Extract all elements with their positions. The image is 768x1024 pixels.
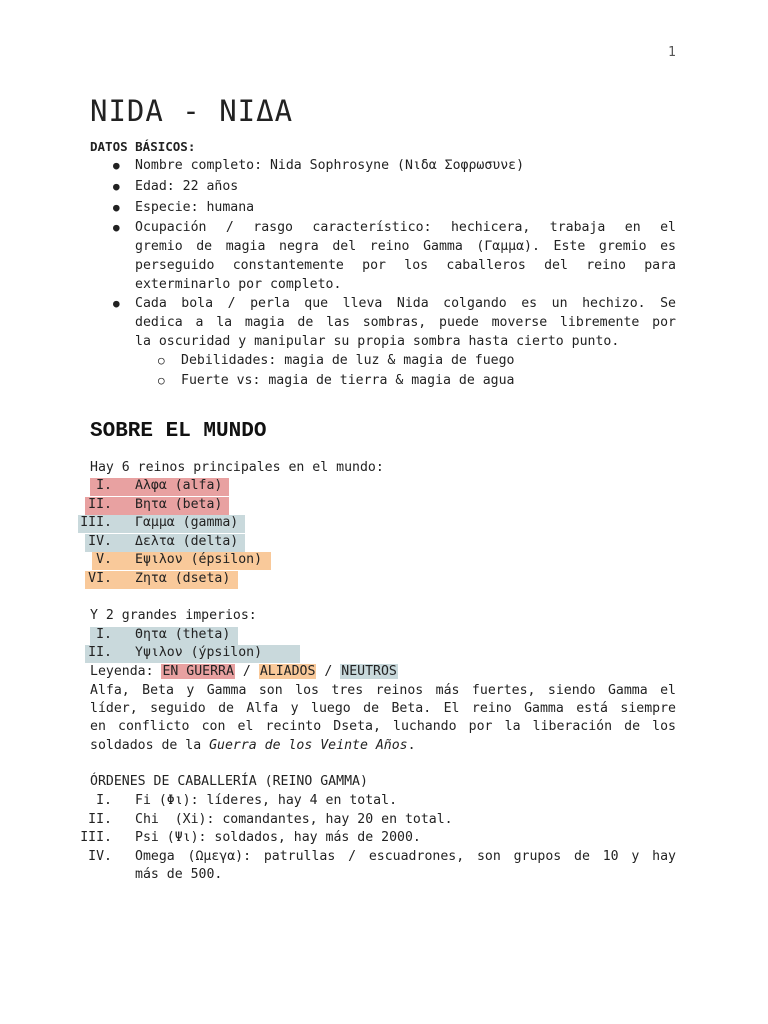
leyenda-label: Leyenda: (90, 664, 154, 679)
circle-bullet-icon: ○ (158, 374, 165, 387)
paragraph-line: líder, seguido de Alfa y luego de Beta. El reino Gamma está siempre (90, 701, 676, 716)
paragraph-line: en conflicto con el recinto Dseta, luchando por la liberación de los (90, 719, 676, 734)
imperios-intro: Y 2 grandes imperios: (90, 608, 257, 623)
roman-numeral: II. (88, 812, 112, 827)
leyenda-guerra: EN GUERRA (162, 664, 234, 679)
bullet-icon: ● (113, 201, 120, 214)
bullet-icon: ● (113, 221, 120, 234)
roman-numeral: VI. (88, 571, 112, 586)
ocupacion-line: gremio de magia negra del reino Gamma (Γαμμα). Este gremio es (135, 239, 676, 254)
roman-numeral: V. (96, 552, 112, 567)
mundo-intro: Hay 6 reinos principales en el mundo: (90, 460, 384, 475)
ocupacion-line: exterminarlo por completo. (135, 277, 342, 292)
roman-numeral: III. (80, 830, 112, 845)
reino-name: Ζητα (dseta) (135, 571, 231, 586)
reino-name: Γαμμα (gamma) (135, 515, 239, 530)
leyenda-separator: / (242, 664, 251, 679)
reino-name: Βητα (beta) (135, 497, 223, 512)
roman-numeral: IV. (88, 849, 112, 864)
orden-item: Chi (Xi): comandantes, hay 20 en total. (135, 812, 453, 827)
datos-heading: DATOS BÁSICOS: (90, 139, 196, 154)
paragraph-text: . (407, 738, 416, 753)
bullet-icon: ● (113, 180, 120, 193)
roman-numeral: II. (88, 645, 112, 660)
leyenda-neutros: NEUTROS (341, 664, 397, 679)
sub-list-item: Debilidades: magia de luz & magia de fuego (181, 353, 515, 368)
paragraph-line: Alfa, Beta y Gamma son los tres reinos más fuertes, siendo Gamma el (90, 683, 676, 698)
bola-line: Cada bola / perla que lleva Nida colgando es un hechizo. Se (135, 296, 676, 311)
reino-name: Δελτα (delta) (135, 534, 239, 549)
bullet-icon: ● (113, 159, 120, 172)
roman-numeral: I. (96, 793, 112, 808)
paragraph-italic: Guerra de los Veinte Años (209, 738, 408, 753)
roman-numeral: IV. (88, 534, 112, 549)
reino-name: Αλφα (alfa) (135, 478, 223, 493)
section-heading-mundo: SOBRE EL MUNDO (90, 420, 267, 443)
roman-numeral: I. (96, 627, 112, 642)
leyenda-aliados: ALIADOS (259, 664, 316, 679)
ocupacion-line: Ocupación / rasgo característico: hechicera, trabaja en el (135, 220, 676, 235)
list-item: Edad: 22 años (135, 179, 239, 194)
paragraph-line (90, 737, 416, 756)
reino-name: Εψιλον (épsilon) (135, 552, 263, 567)
imperio-name: Υψιλον (ýpsilon) (135, 645, 263, 660)
bullet-icon: ● (113, 297, 120, 310)
orden-item: Omega (Ωμεγα): patrullas / escuadrones, son grupos de 10 y hay (135, 849, 676, 864)
roman-numeral: I. (96, 478, 112, 493)
page-number: 1 (668, 45, 676, 60)
sub-list-item: Fuerte vs: magia de tierra & magia de agua (181, 373, 515, 388)
bola-line: dedica a la magia de las sombras, puede moverse libremente por (135, 315, 676, 330)
paragraph-text: soldados de la (90, 738, 210, 753)
leyenda (90, 663, 398, 682)
document-title: NIDA - NIΔA (90, 94, 294, 128)
orden-item: Fi (Φι): líderes, hay 4 en total. (135, 793, 398, 808)
list-item: Especie: humana (135, 200, 255, 215)
roman-numeral: III. (80, 515, 112, 530)
bola-line: la oscuridad y manipular su propia sombra hasta cierto punto. (135, 334, 620, 349)
ordenes-heading: ÓRDENES DE CABALLERÍA (REINO GAMMA) (90, 774, 368, 789)
list-item: Nombre completo: Nida Sophrosyne (Νιδα Σοφρωσυνε) (135, 158, 525, 173)
leyenda-separator: / (324, 664, 333, 679)
ocupacion-line: perseguido constantemente por los caballeros del reino para (135, 258, 676, 273)
roman-numeral: II. (88, 497, 112, 512)
orden-item: Psi (Ψι): soldados, hay más de 2000. (135, 830, 421, 845)
imperio-name: Θητα (theta) (135, 627, 231, 642)
circle-bullet-icon: ○ (158, 354, 165, 367)
orden-item: más de 500. (135, 867, 223, 882)
